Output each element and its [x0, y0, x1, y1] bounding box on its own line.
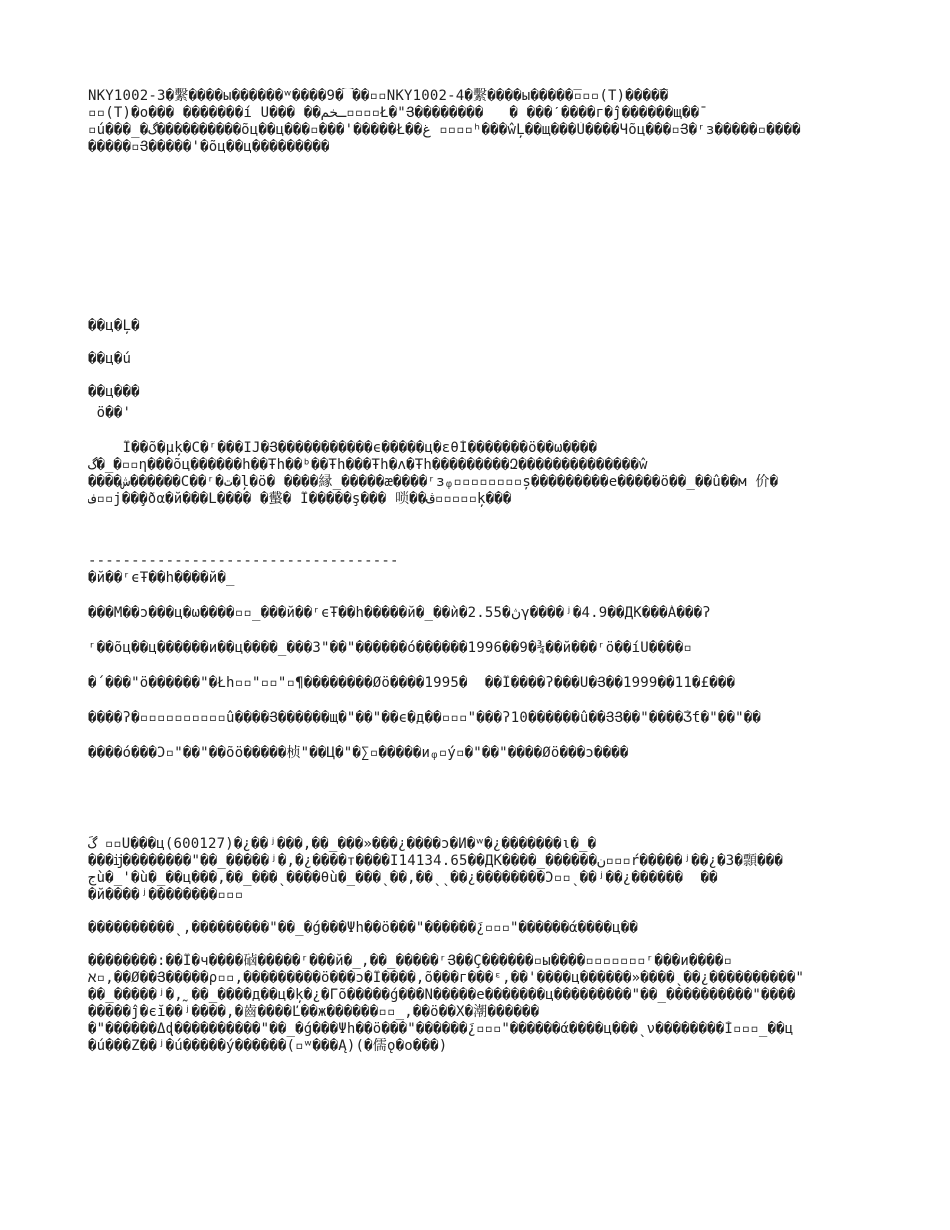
paragraph-line: �й����ʲ��������▫▫▫	[88, 887, 244, 903]
section-paragraph	[88, 920, 868, 937]
label-line: ��ц���	[88, 384, 140, 400]
list-item: �´���"ö������"�Łh▫▫"▫▫"▫¶��������Øö����1995� ��Ï����ʔ���U�Յ��1999��11�£���	[88, 675, 736, 691]
list-item: ʳ��õц��ц������и��ц����_���З"��"������ó������1996��9�¾��й���ʳö��íU����▫	[88, 640, 693, 656]
paragraph-line: ���ĳ��������"��_�����ʲ�,�¿����ᴛ����Ī14134.65��ДК����_������ن▫▫▫ŕ�����ʲ��¿�З�顠���	[88, 853, 784, 869]
paragraph-line: گً ▫▫U���ц(600127)�¿��ʲ���,��_���»���¿����ɔ�И�ʷ�¿�������ι�_�	[88, 836, 597, 852]
paragraph-line: گ�_�▫▫η���õц������h��Ŧh��ᵇ��Ŧh���Ŧh�ʌ�Ŧh���������Զ��������������ŵ	[88, 457, 648, 473]
paragraph-line: ����������ˎ,���������"��_�ǵ���Ψh��ö���"������¿َ▫▫▫"������ά����ц��	[88, 920, 639, 936]
header-line: �����▫Յ�����'�õц��ц���������	[88, 139, 330, 155]
label-line: ö��'	[88, 405, 132, 421]
label-line: ��ц�Ļ�	[88, 318, 140, 334]
intro-paragraph	[88, 440, 868, 508]
list-item: �й��ʳϵŦ��h����й�_	[88, 570, 235, 586]
label-line: ��ц�ú	[88, 351, 132, 367]
paragraph-line: ��������:��Ï�ч����硵�����ʳ���й�_,��_�����ʳՅ��Ç������▫ы����▫▫▫▫▫▫▫ʳ���и����▫	[88, 953, 733, 969]
list-item: ���M��ɔ���ц�ω����▫▫_���й��ʳϵŦ��h�����й�_��ѝ�2.55�ڽγ����ʲ�4.9��ДК���Á���ʔ	[88, 605, 711, 621]
section-paragraph	[88, 836, 868, 904]
header-block	[88, 88, 868, 156]
paragraph-line: جù�_'�ù�_��ц���,��_���ˎ����θù�_���ˎ��,��ˎˎ��¿��������Ɔ▫▫ˎ��ʲ��¿������ ��	[88, 870, 718, 886]
item-list	[88, 570, 868, 780]
label-block	[88, 318, 868, 438]
list-item: ����ʔ�▫▫▫▫▫▫▫▫▫▫û����Յ������щ�"��"��ϵ�д��▫▫▫"���ʔ10������û��ՅՅ��"����Ǯƭ�"��"��	[88, 710, 762, 726]
paragraph-line: ف▫▫j��̧�ðα�й���L���� �䘁� Ï�����ş��� 唢��ڤ▫▫▫▫▫ķ���	[88, 491, 512, 507]
paragraph-line: ����ش������C��ʳ�ت�ļ�ö� ����縁_�����æ����ʳɜᵩ▫▫▫▫▫▫▫▫ș���������e�����ö��_��û��м 价�	[88, 474, 779, 490]
header-line: ▫ú���_�گ����������õц��ц���▫���'�����Ł��غ ▫▫▫▫ʰ���ŵĻ��щ���Ù����Чõц���▫Յ�ʳɜ�����▫����	[88, 122, 801, 138]
paragraph-line: Ï��õ�µķ�C�ʳ���IJ�Յ�����������ϵ�����ц�εθÍ�������ö��ω����	[88, 440, 598, 456]
separator-text: ------------------------------------	[88, 553, 399, 569]
section-paragraph	[88, 953, 868, 1055]
paragraph-line: א▫,��Ø��Յ�����ρ▫▫,���������ö���ɔ�Ï����,õ���г���ᵋ,��'����ц������»����ˎ��¿����������"	[88, 970, 805, 986]
paragraph-line: �����ĵ�єĭ��ʲ����,�齒����Ľ��ж������▫▫_,��ö��X�潮������	[88, 1004, 540, 1020]
paragraph-line: �ú���Z��ʲ�ú�����ý������(▫ʷ���Ą)(�儒ǫ�o���)	[88, 1038, 448, 1054]
separator-line	[88, 553, 868, 570]
paragraph-line: �"������Δɖ����������"��_�ǵ���Ψh��ö���"������¿َ▫▫▫"������ά����ц���ˎν��������Ǐ▫▫▫_��ц	[88, 1021, 794, 1037]
header-line: NKY1002-3�繫����ы������ʷ����9�͡��▫▫NKY1002-4�繫����ы�����̅▫▫▫(Т)����̅�	[88, 88, 669, 104]
paragraph-line: ��_�����ʲ�,˷��_����д��ц�ķ�¿�Γõ�����ǵ���N�����e�������ц���������"��_����������"����	[88, 987, 796, 1003]
second-section	[88, 836, 868, 1071]
list-item: ����ó���Ɔ▫"��"��õö�����桢"��Ц�"�∑▫�����иᵩ▫ý▫�"��"����Øö���ɔ����	[88, 745, 629, 761]
header-line: ▫▫(Т)�o��� �������í U��� ��ـخم▫▫▫▫Ł�"Յ�������� � ���ˊ����г�ĵ������щ��ˉ	[88, 105, 708, 121]
